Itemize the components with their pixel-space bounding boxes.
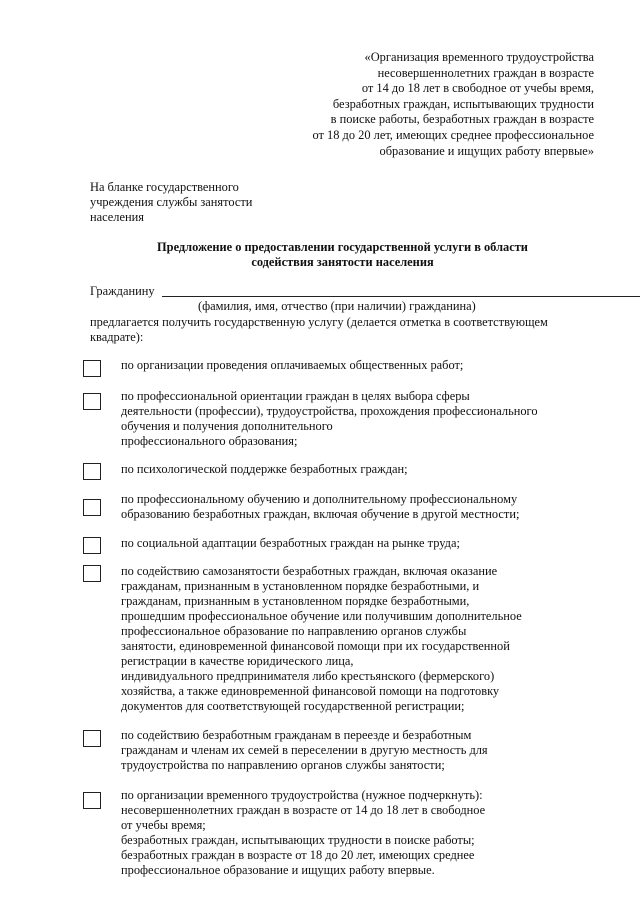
service-text-line: по содействию самозанятости безработных граждан, включая оказание — [121, 564, 498, 578]
citizen-name-field[interactable] — [90, 284, 595, 300]
service-text-line: безработных граждан, испытывающих трудности в поиске работы; — [121, 833, 475, 847]
service-text-line: гражданам, признанным в установленном порядке безработными, — [121, 594, 470, 608]
service-text-line: по социальной адаптации безработных граждан на рынке труда; — [121, 536, 460, 550]
header-note-line: от 14 до 18 лет в свободное от учебы время, — [361, 81, 594, 96]
intro-line: предлагается получить государственную услугу (делается отметка в соответствующем — [90, 315, 548, 329]
service-checkbox[interactable] — [83, 537, 101, 554]
service-text-line: профессиональное образование по направлению органов службы — [121, 624, 467, 638]
header-note — [264, 50, 594, 159]
citizen-label: Гражданину — [90, 284, 155, 298]
service-text-line: документов для соответствующей государственной регистрации; — [121, 699, 465, 713]
service-text — [121, 788, 581, 878]
letterhead-note — [90, 180, 252, 225]
citizen-name-underline[interactable] — [162, 296, 640, 297]
service-text — [121, 728, 581, 773]
service-checkbox[interactable] — [83, 360, 101, 377]
intro-text — [90, 315, 590, 345]
service-text-line: регистрации в качестве юридического лица, — [121, 654, 354, 668]
service-text-line: по организации проведения оплачиваемых общественных работ; — [121, 358, 464, 372]
service-text-line: по профессиональной ориентации граждан в целях выбора сферы — [121, 389, 470, 403]
service-checkbox[interactable] — [83, 792, 101, 809]
service-text-line: обучения и получения дополнительного — [121, 419, 333, 433]
document-title-line: содействия занятости населения — [251, 255, 434, 269]
service-text-line: по организации временного трудоустройства (нужное подчеркнуть): — [121, 788, 483, 802]
service-text — [121, 564, 581, 714]
service-checkbox[interactable] — [83, 393, 101, 410]
service-text-line: безработных граждан в возрасте от 18 до 20 лет, имеющих среднее — [121, 848, 475, 862]
service-text — [121, 358, 581, 373]
header-note-line: от 18 до 20 лет, имеющих среднее профессиональное — [312, 127, 594, 142]
intro-line: квадрате): — [90, 330, 144, 344]
service-text — [121, 492, 581, 522]
service-text-line: занятости, единовременной финансовой помощи при их государственной — [121, 639, 510, 653]
service-text-line: деятельности (профессии), трудоустройства, прохождения профессионального — [121, 404, 538, 418]
service-checkbox[interactable] — [83, 730, 101, 747]
service-text-line: индивидуального предпринимателя либо крестьянского (фермерского) — [121, 669, 495, 683]
service-text-line: по психологической поддержке безработных граждан; — [121, 462, 408, 476]
service-text-line: образованию безработных граждан, включая обучение в другой местности; — [121, 507, 520, 521]
header-note-line: образование и ищущих работу впервые» — [379, 143, 594, 158]
service-checkbox[interactable] — [83, 463, 101, 480]
header-note-line: безработных граждан, испытывающих трудности — [332, 96, 594, 111]
letterhead-note-line: населения — [90, 210, 144, 224]
service-text-line: профессиональное образование и ищущих работу впервые. — [121, 863, 435, 877]
service-text-line: несовершеннолетних граждан в возрасте от 14 до 18 лет в свободное — [121, 803, 486, 817]
service-text-line: по содействию безработным гражданам в переезде и безработным — [121, 728, 472, 742]
service-checkbox[interactable] — [83, 565, 101, 582]
service-text — [121, 536, 581, 551]
service-text-line: хозяйства, а также единовременной финансовой помощи на подготовку — [121, 684, 500, 698]
service-text-line: профессионального образования; — [121, 434, 298, 448]
service-text-line: прошедшим профессиональное обучение или получившим дополнительное — [121, 609, 522, 623]
service-text — [121, 389, 581, 449]
header-note-line: «Организация временного трудоустройства — [364, 50, 594, 64]
service-checkbox[interactable] — [83, 499, 101, 516]
service-text-line: гражданам и членам их семей в переселении в другую местность для — [121, 743, 488, 757]
header-note-line: в поиске работы, безработных граждан в возрасте — [330, 112, 594, 127]
service-text-line: трудоустройства по направлению органов службы занятости; — [121, 758, 445, 772]
citizen-name-hint: (фамилия, имя, отчество (при наличии) гражданина) — [198, 299, 476, 313]
letterhead-note-line: учреждения службы занятости — [90, 195, 253, 209]
document-title-line: Предложение о предоставлении государственной услуги в области — [157, 240, 528, 254]
header-note-line: несовершеннолетних граждан в возрасте — [377, 65, 594, 80]
service-text-line: от учебы время; — [121, 818, 206, 832]
document-title — [90, 240, 595, 270]
service-text — [121, 462, 581, 477]
letterhead-note-line: На бланке государственного — [90, 180, 239, 194]
service-text-line: гражданам, признанным в установленном порядке безработными, и — [121, 579, 480, 593]
service-text-line: по профессиональному обучению и дополнительному профессиональному — [121, 492, 518, 506]
